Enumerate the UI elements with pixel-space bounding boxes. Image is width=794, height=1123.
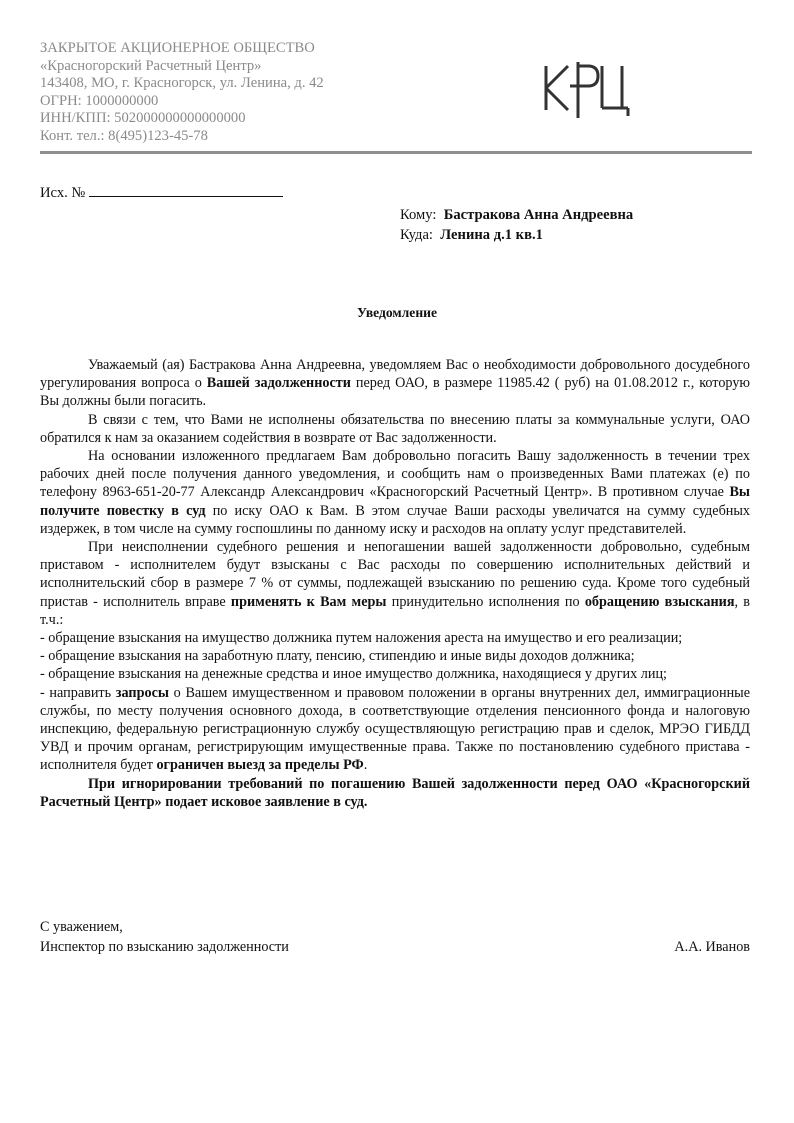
paragraph-2: В связи с тем, что Вами не исполнены обязательства по внесению платы за коммунальные услуги, ОАО обратился к нам за оказанием содействия в возврате от Вас задолженности. [40, 411, 750, 446]
paragraph-1 [40, 356, 750, 411]
header-divider [40, 151, 752, 154]
letterhead [40, 40, 752, 156]
text: - направить [40, 684, 116, 701]
outgoing-number-blank [89, 183, 283, 197]
list-item: - обращение взыскания на заработную плату, пенсию, стипендию и иные виды доходов должника; [40, 648, 635, 665]
notice-body [40, 356, 750, 811]
outgoing-number [40, 183, 283, 202]
to-label: Кому: [400, 207, 437, 223]
signer-name: А.А. Иванов [674, 939, 750, 955]
org-phone-line: Конт. тел.: 8(495)123-45-78 [40, 127, 208, 144]
org-address-line: 143408, МО, г. Красногорск, ул. Ленина, д. 42 [40, 75, 324, 92]
text: перед ОАО, в размере 11985.42 ( руб) на 01.08.2012 г., которую Вы должны были погасить. [40, 375, 751, 410]
emphasis: ограничен выезд за пределы РФ [156, 757, 364, 774]
paragraph-final-warning [40, 775, 750, 811]
org-inn-line: ИНН/КПП: 502000000000000000 [40, 110, 246, 127]
recipient-block [400, 205, 633, 245]
regards-line: С уважением, [40, 919, 123, 935]
outgoing-label: Исх. № [40, 185, 86, 201]
organization-details [40, 40, 324, 146]
text: Уважаемый (ая) Бастракова Анна Андреевна, уведомляем Вас о необходимости добровольного досудебного урегулирования вопроса о [40, 357, 750, 392]
org-name-line: ЗАКРЫТОЕ АКЦИОНЕРНОЕ ОБЩЕСТВО [40, 40, 315, 56]
emphasis: запросы [115, 684, 169, 701]
org-short-name-line: «Красногорский Расчетный Центр» [40, 57, 262, 74]
recipient-to-row [400, 205, 633, 225]
emphasis: применять к Вам меры [230, 593, 387, 610]
text: принудительно исполнения по [386, 593, 585, 610]
document-title: Уведомление [356, 305, 438, 320]
to-value: Бастракова Анна Андреевна [443, 207, 634, 223]
list-item: - обращение взыскания на имущество должника путем наложения ареста на имущество и его реализации; [40, 630, 683, 647]
paragraph-4 [40, 538, 750, 629]
emphasis: Вашей задолженности [206, 375, 351, 392]
company-logo [540, 50, 640, 120]
text: На основании изложенного предлагаем Вам добровольно погасить Вашу задолженность в течении трех рабочих дней после получения данного уведомления, и сообщить нам о произведенных Вами платежах (е) по телефону 8963-651-20-77 Александр Александрович «Красногорский Расчетный Центр». В противном случае [40, 448, 750, 501]
list-item: - обращение взыскания на денежные средства и иное имущество должника, находящиеся у других лиц; [40, 666, 667, 683]
text: При неисполнении судебного решения и непогашении вашей задолженности добровольно, судебным приставом - исполнителем будут взысканы с Вас расходы по совершению исполнительных действий и исполнительский сбор в размере 7 % от суммы, подлежащей взысканию по решению суда. Кроме того судебный пристав - исполнитель вправе [40, 539, 750, 610]
signer-position: Инспектор по взысканию задолженности [40, 939, 289, 955]
emphasis: Вы получите повестку в суд [40, 484, 750, 519]
address-value: Ленина д.1 кв.1 [440, 227, 543, 243]
signature-row [40, 937, 750, 957]
list-item [40, 684, 750, 775]
paragraph-3 [40, 447, 750, 538]
recipient-address-row [400, 225, 633, 245]
closing-block [40, 917, 750, 957]
text: , в т.ч.: [40, 593, 750, 628]
emphasis: обращению взыскания [584, 593, 735, 610]
text: о Вашем имущественном и правовом положении в органы внутренних дел, иммиграционные службы, по месту получения основного дохода, в соответствующие отделения пенсионного фонда и налоговую инспекцию, федеральную регистрационную службу осуществляющую регистрацию прав и сделок, МРЭО ГИБДД УВД и прочим органам, регистрирующим имущественные права. Также по постановлению судебного пристава - исполнителя будет [40, 684, 751, 774]
address-label: Куда: [400, 227, 433, 243]
text: по иску ОАО к Вам. В этом случае Ваши расходы увеличатся на сумму судебных издержек, в том числе на сумму госпошлины по данному иску и расходов на оплату услуг представителей. [40, 502, 750, 537]
org-ogrn-line: ОГРН: 1000000000 [40, 92, 159, 109]
emphasis: При игнорировании требований по погашению Вашей задолженности перед ОАО «Красногорский Расчетный Центр» подает исковое заявление в суд. [40, 775, 750, 810]
text: . [363, 757, 368, 774]
